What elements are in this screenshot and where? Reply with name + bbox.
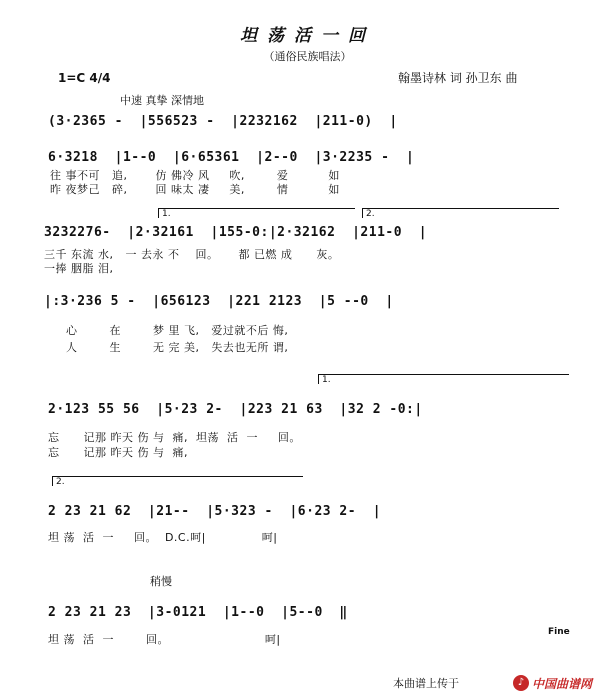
- notation-row-5: 2·123 55 56 |5·23 2- |223 21 63 |32 2 -0:|: [48, 402, 423, 417]
- lyrics-row-4-verse-2: 人 生 无 完 美, 失去也无所 谓,: [66, 341, 289, 354]
- lyrics-row-4-verse-1: 心 在 梦 里 飞, 爱过就不后 悔,: [66, 324, 289, 337]
- footer-text: 本曲谱上传于: [393, 677, 459, 690]
- notation-row-6: 2 23 21 62 |21-- |5·323 - |6·23 2- |: [48, 504, 382, 519]
- lyrics-row-5-verse-1: 忘 记那 昨天 伤 与 痛, 坦荡 活 一 回。: [48, 431, 301, 444]
- notation-row-3: 3232276- |2·32161 |155-0:|2·32162 |211-0 |: [44, 225, 428, 240]
- lyrics-row-5-verse-2: 忘 记那 昨天 伤 与 痛,: [48, 446, 188, 459]
- lyrics-row-6: 坦 荡 活 一 回。 D.C.呵| 呵|: [48, 531, 278, 544]
- lyrics-row-2-verse-1: 往 事不可 追, 仿 佛冷 风 吹, 爱 如: [50, 169, 340, 182]
- score-subtitle: （通俗民族唱法）: [263, 50, 352, 63]
- tempo-slower: 稍慢: [150, 575, 172, 588]
- lyrics-row-2-verse-2: 昨 夜梦己 碎, 回 味太 凄 美, 情 如: [50, 183, 340, 196]
- volta-bracket-1b: [318, 374, 569, 384]
- volta-number-2: 2.: [366, 209, 375, 219]
- fine-marking: Fine: [548, 627, 570, 637]
- lyrics-row-7: 坦 荡 活 一 回。 呵|: [48, 633, 281, 646]
- notation-row-1: (3·2365 - |556523 - |2232162 |211-0) |: [48, 114, 398, 129]
- credits: 翰墨诗林 词 孙卫东 曲: [398, 71, 518, 85]
- tempo-marking: 中速 真挚 深情地: [120, 94, 204, 107]
- notation-row-4: |:3·236 5 - |656123 |221 2123 |5 --0 |: [44, 294, 394, 309]
- key-signature: 1=C 4/4: [58, 71, 111, 85]
- lyrics-row-3-verse-2: 一捧 胭脂 泪,: [44, 262, 114, 275]
- footer-site-name: 中国曲谱网: [532, 677, 593, 691]
- volta-number-1b: 1.: [322, 375, 331, 385]
- score-title: 坦荡活一回: [240, 26, 375, 46]
- site-logo-icon: ♪: [513, 675, 529, 691]
- footer-note: [393, 678, 459, 689]
- lyrics-row-3-verse-1: 三千 东流 水, 一 去永 不 回。 都 已燃 成 灰。: [44, 248, 340, 261]
- volta-bracket-2: [362, 208, 559, 218]
- volta-bracket-2b: [52, 476, 303, 486]
- volta-bracket-1: [158, 208, 355, 218]
- volta-number-2b: 2.: [56, 477, 65, 487]
- volta-number-1: 1.: [162, 209, 171, 219]
- notation-row-7: 2 23 21 23 |3-0121 |1--0 |5--0 ‖: [48, 605, 348, 620]
- notation-row-2: 6·3218 |1--0 |6·65361 |2--0 |3·2235 - |: [48, 150, 415, 165]
